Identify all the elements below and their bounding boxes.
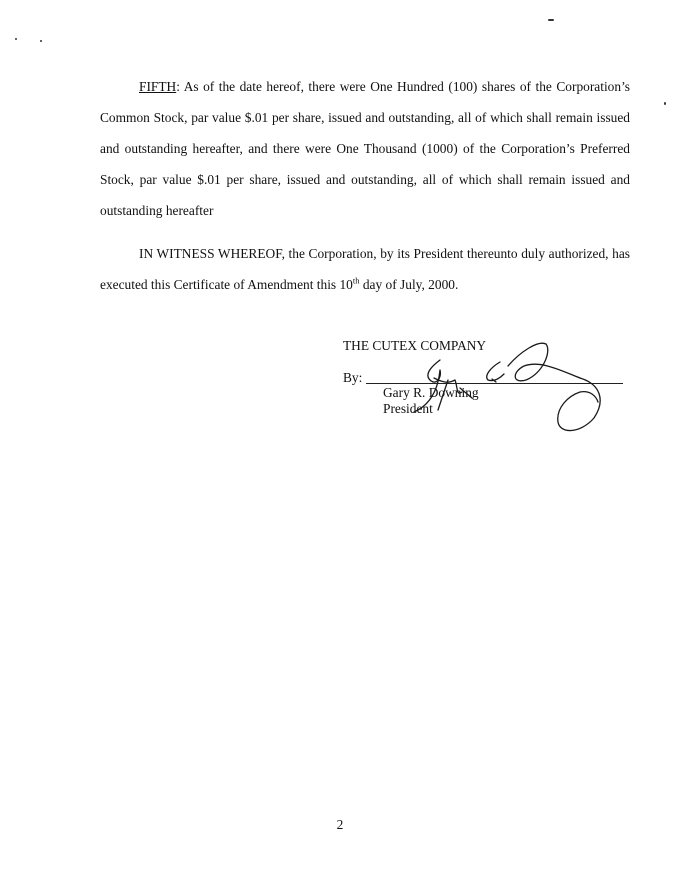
fifth-paragraph [100,71,630,226]
witness-paragraph [100,238,630,300]
scan-speck [664,102,666,105]
scan-speck [40,40,42,42]
witness-ordinal-suffix: th [352,275,360,286]
witness-text-after: day of July, 2000. [359,277,459,292]
signer-name: Gary R. Downing [383,385,479,400]
witness-text-before: IN WITNESS WHEREOF, the Corporation, by its President thereunto duly authorized, has executed this Certificate of Amendment this 10 [100,246,630,292]
page-number: 2 [336,817,344,832]
handwritten-signature [400,330,630,440]
by-label: By: [343,370,363,385]
scan-speck [15,38,17,40]
fifth-text: : As of the date hereof, there were One Hundred (100) shares of the Corporation’s Common Stock, par value $.01 per share, issued and outstanding, all of which shall remain issued and outstanding hereafter, and there were One Thousand (1000) of the Corporation’s Preferred Stock, par value $.01 per share, issued and outstanding, all of which shall remain issued and outstanding hereafter [100,79,630,218]
scan-speck [548,19,554,21]
fifth-label: FIFTH [139,79,177,94]
company-name: THE CUTEX COMPANY [343,338,487,353]
signer-title: President [383,401,433,416]
